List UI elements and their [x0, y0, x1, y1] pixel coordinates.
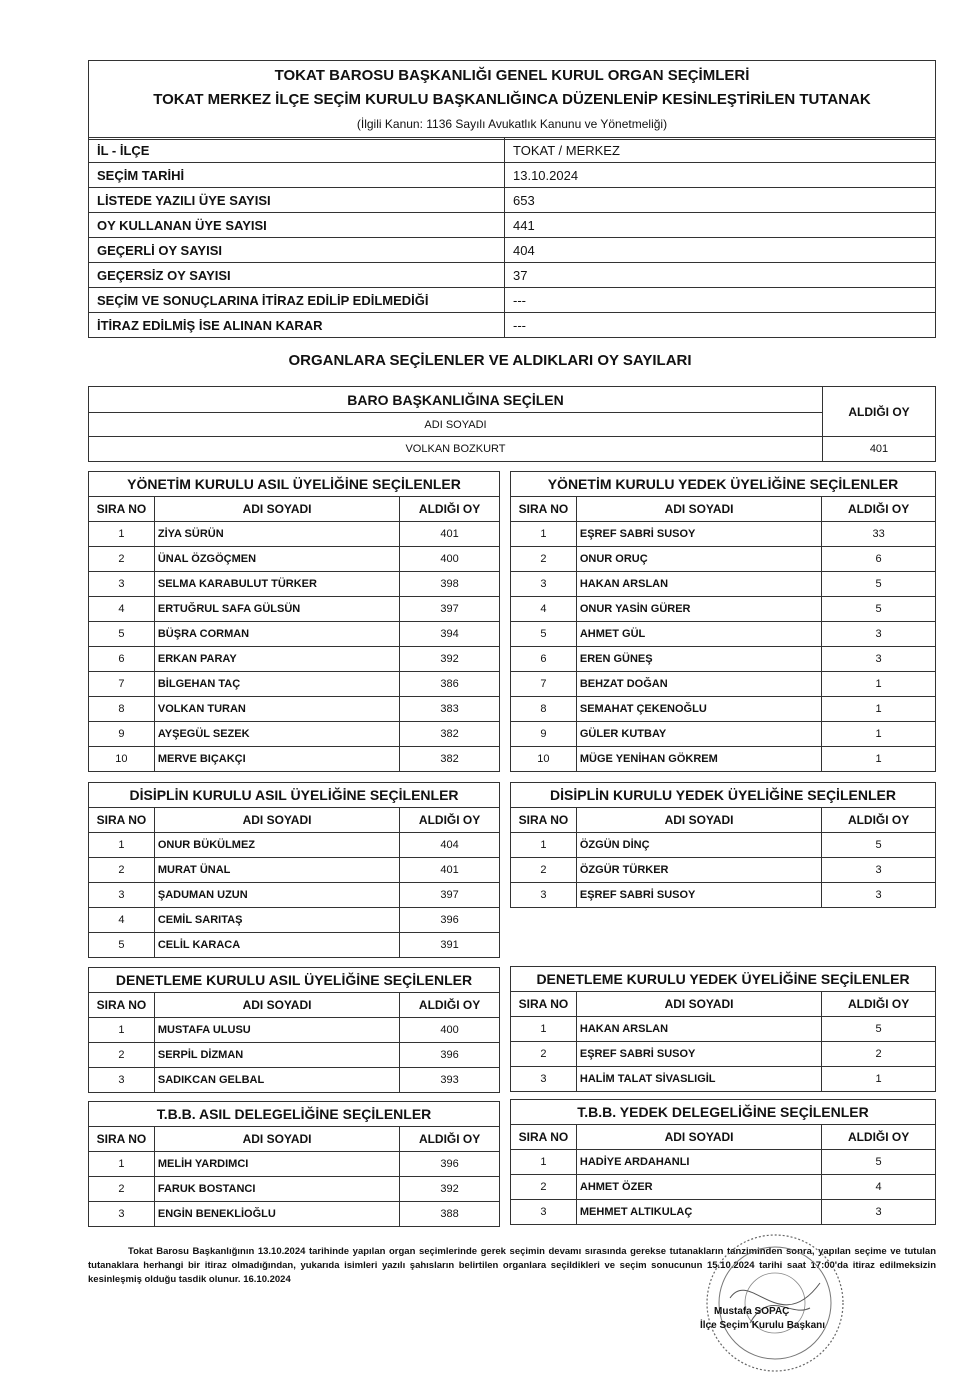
denetleme-asil-group [88, 967, 500, 1093]
info-value: --- [505, 313, 936, 338]
row-number: 8 [511, 697, 577, 722]
table-row [89, 1043, 500, 1068]
member-name: ÖZGÜN DİNÇ [576, 833, 821, 858]
header-subtitle: TOKAT MERKEZ İLÇE SEÇİM KURULU BAŞKANLIĞINCA DÜZENLENİP KESİNLEŞTİRİLEN TUTANAK [153, 91, 871, 108]
member-name: SERPİL DİZMAN [154, 1043, 399, 1068]
yonetim-yedek-group [510, 471, 936, 772]
vote-count: 5 [822, 572, 936, 597]
member-name: MÜGE YENİHAN GÖKREM [576, 747, 821, 772]
member-name: SELMA KARABULUT TÜRKER [154, 572, 399, 597]
document-header [88, 60, 936, 140]
member-name: BÜŞRA CORMAN [154, 622, 399, 647]
info-value: TOKAT / MERKEZ [505, 138, 936, 163]
row-number: 9 [89, 722, 155, 747]
row-number: 2 [511, 547, 577, 572]
row-number: 10 [89, 747, 155, 772]
column-header-no: SIRA NO [89, 808, 155, 833]
member-name: EREN GÜNEŞ [576, 647, 821, 672]
vote-count: 401 [400, 522, 500, 547]
table-row [511, 833, 936, 858]
member-name: ÖZGÜR TÜRKER [576, 858, 821, 883]
vote-count: 3 [822, 622, 936, 647]
column-header-no: SIRA NO [89, 993, 155, 1018]
info-row [89, 188, 936, 213]
disiplin-yedek-group [510, 782, 936, 908]
member-name: CEMİL SARITAŞ [154, 908, 399, 933]
column-header-name: ADI SOYADI [154, 1127, 399, 1152]
member-name: MEHMET ALTIKULAÇ [576, 1200, 821, 1225]
member-name: FARUK BOSTANCI [154, 1177, 399, 1202]
vote-count: 397 [400, 883, 500, 908]
vote-count: 5 [822, 833, 936, 858]
yonetim-asil-group [88, 471, 500, 772]
info-row [89, 163, 936, 188]
disiplin-asil-group [88, 782, 500, 958]
vote-count: 397 [400, 597, 500, 622]
column-header-votes: ALDIĞI OY [400, 497, 500, 522]
table-row [89, 833, 500, 858]
row-number: 1 [511, 833, 577, 858]
results-table [88, 967, 500, 1093]
table-row [511, 597, 936, 622]
table-row [511, 1200, 936, 1225]
results-table [88, 782, 500, 958]
vote-count: 33 [822, 522, 936, 547]
table-row [89, 1202, 500, 1227]
info-label: LİSTEDE YAZILI ÜYE SAYISI [89, 188, 505, 213]
member-name: MURAT ÜNAL [154, 858, 399, 883]
vote-count: 392 [400, 647, 500, 672]
vote-count: 386 [400, 672, 500, 697]
row-number: 1 [511, 522, 577, 547]
header-title: TOKAT BAROSU BAŞKANLIĞI GENEL KURUL ORGAN SEÇİMLERİ [274, 67, 750, 84]
table-row [89, 547, 500, 572]
row-number: 3 [89, 883, 155, 908]
vote-count: 5 [822, 1017, 936, 1042]
column-header-votes: ALDIĞI OY [822, 808, 936, 833]
member-name: EŞREF SABRİ SUSOY [576, 883, 821, 908]
vote-count: 5 [822, 597, 936, 622]
info-value: 441 [505, 213, 936, 238]
vote-count: 400 [400, 1018, 500, 1043]
row-number: 1 [89, 833, 155, 858]
column-header-no: SIRA NO [511, 1125, 577, 1150]
table-row [511, 697, 936, 722]
vote-count: 396 [400, 1043, 500, 1068]
column-header-name: ADI SOYADI [154, 808, 399, 833]
vote-count: 401 [400, 858, 500, 883]
member-name: CELİL KARACA [154, 933, 399, 958]
member-name: BİLGEHAN TAÇ [154, 672, 399, 697]
table-row [89, 883, 500, 908]
info-row [89, 288, 936, 313]
info-label: İTİRAZ EDİLMİŞ İSE ALINAN KARAR [89, 313, 505, 338]
row-number: 3 [511, 1200, 577, 1225]
table-row [511, 747, 936, 772]
row-number: 3 [89, 572, 155, 597]
table-row [89, 1152, 500, 1177]
column-header-name: ADI SOYADI [576, 497, 821, 522]
column-header-name: ADI SOYADI [154, 993, 399, 1018]
member-name: ONUR ORUÇ [576, 547, 821, 572]
vote-count: 393 [400, 1068, 500, 1093]
row-number: 1 [89, 1018, 155, 1043]
vote-count: 1 [822, 672, 936, 697]
table-row [89, 647, 500, 672]
table-row [89, 1177, 500, 1202]
table-row [511, 672, 936, 697]
row-number: 4 [511, 597, 577, 622]
member-name: ONUR BÜKÜLMEZ [154, 833, 399, 858]
signer-name: Mustafa SOPAÇ [714, 1306, 790, 1317]
member-name: SEMAHAT ÇEKENOĞLU [576, 697, 821, 722]
row-number: 3 [511, 572, 577, 597]
member-name: ENGİN BENEKLİOĞLU [154, 1202, 399, 1227]
column-header-votes: ALDIĞI OY [400, 993, 500, 1018]
member-name: MELİH YARDIMCI [154, 1152, 399, 1177]
table-row [89, 572, 500, 597]
table-row [89, 1068, 500, 1093]
vote-count: 3 [822, 883, 936, 908]
vote-count: 394 [400, 622, 500, 647]
row-number: 7 [89, 672, 155, 697]
member-name: HADİYE ARDAHANLI [576, 1150, 821, 1175]
row-number: 2 [89, 547, 155, 572]
results-table [510, 471, 936, 772]
vote-count: 392 [400, 1177, 500, 1202]
vote-count: 3 [822, 647, 936, 672]
vote-count: 6 [822, 547, 936, 572]
table-row [89, 908, 500, 933]
table-row [511, 1175, 936, 1200]
member-name: ERKAN PARAY [154, 647, 399, 672]
row-number: 3 [89, 1068, 155, 1093]
group-title: YÖNETİM KURULU YEDEK ÜYELİĞİNE SEÇİLENLER [511, 472, 936, 497]
row-number: 1 [89, 522, 155, 547]
table-row [511, 1042, 936, 1067]
table-row [511, 858, 936, 883]
row-number: 4 [89, 597, 155, 622]
tbb-yedek-group [510, 1099, 936, 1225]
vote-count: 396 [400, 908, 500, 933]
member-name: ONUR YASİN GÜRER [576, 597, 821, 622]
table-row [511, 1067, 936, 1092]
row-number: 4 [89, 908, 155, 933]
vote-count: 1 [822, 722, 936, 747]
row-number: 6 [89, 647, 155, 672]
group-title: DENETLEME KURULU YEDEK ÜYELİĞİNE SEÇİLENLER [511, 967, 936, 992]
vote-count: 383 [400, 697, 500, 722]
president-votes-header: ALDIĞI OY [823, 387, 936, 437]
column-header-no: SIRA NO [511, 808, 577, 833]
vote-count: 388 [400, 1202, 500, 1227]
info-row [89, 238, 936, 263]
results-table [510, 966, 936, 1092]
member-name: BEHZAT DOĞAN [576, 672, 821, 697]
group-title: T.B.B. YEDEK DELEGELİĞİNE SEÇİLENLER [511, 1100, 936, 1125]
member-name: SADIKCAN GELBAL [154, 1068, 399, 1093]
table-row [511, 572, 936, 597]
row-number: 2 [511, 858, 577, 883]
row-number: 2 [511, 1175, 577, 1200]
vote-count: 5 [822, 1150, 936, 1175]
vote-count: 1 [822, 747, 936, 772]
table-row [511, 1017, 936, 1042]
section-title: ORGANLARA SEÇİLENLER VE ALDIKLARI OY SAYILARI [288, 352, 692, 369]
results-table [88, 1101, 500, 1227]
info-value: 37 [505, 263, 936, 288]
column-header-name: ADI SOYADI [576, 992, 821, 1017]
president-table [88, 386, 936, 462]
row-number: 3 [511, 1067, 577, 1092]
group-title: DİSİPLİN KURULU ASIL ÜYELİĞİNE SEÇİLENLER [89, 783, 500, 808]
group-title: DENETLEME KURULU ASIL ÜYELİĞİNE SEÇİLENLER [89, 968, 500, 993]
vote-count: 400 [400, 547, 500, 572]
group-title: YÖNETİM KURULU ASIL ÜYELİĞİNE SEÇİLENLER [89, 472, 500, 497]
table-row [511, 547, 936, 572]
signer-title: İlçe Seçim Kurulu Başkanı [700, 1320, 826, 1331]
column-header-no: SIRA NO [89, 497, 155, 522]
row-number: 1 [511, 1017, 577, 1042]
footer-statement: Tokat Barosu Başkanlığının 13.10.2024 tarihinde yapılan organ seçimlerinde gerek seçimin devamı sırasında gerekse tutanakların tanziminden sonra, yapılan seçime ve tutulan tutanaklara herhangi bir itiraz olmadığından, yukarıda isimleri yazılı şahısların belirtilen organlara seçildikleri ve seçim sonucunun 15.10.2024 tarihi saat 17:00'da itiraz edilmeksizin kesinleşmiş olduğu tasdik olunur. 16.10.2024 [88, 1246, 936, 1285]
vote-count: 4 [822, 1175, 936, 1200]
info-label: GEÇERLİ OY SAYISI [89, 238, 505, 263]
table-row [511, 883, 936, 908]
column-header-name: ADI SOYADI [576, 808, 821, 833]
row-number: 1 [89, 1152, 155, 1177]
table-row [89, 697, 500, 722]
column-header-no: SIRA NO [89, 1127, 155, 1152]
info-value: 13.10.2024 [505, 163, 936, 188]
column-header-votes: ALDIĞI OY [400, 808, 500, 833]
table-row [89, 597, 500, 622]
president-title: BARO BAŞKANLIĞINA SEÇİLEN [89, 387, 823, 413]
member-name: VOLKAN TURAN [154, 697, 399, 722]
member-name: AHMET GÜL [576, 622, 821, 647]
member-name: AHMET ÖZER [576, 1175, 821, 1200]
results-table [510, 1099, 936, 1225]
column-header-votes: ALDIĞI OY [400, 1127, 500, 1152]
vote-count: 404 [400, 833, 500, 858]
official-seal [690, 1228, 860, 1378]
member-name: ŞADUMAN UZUN [154, 883, 399, 908]
column-header-name: ADI SOYADI [154, 497, 399, 522]
row-number: 1 [511, 1150, 577, 1175]
president-name: VOLKAN BOZKURT [89, 437, 823, 462]
row-number: 2 [511, 1042, 577, 1067]
info-row [89, 213, 936, 238]
row-number: 3 [89, 1202, 155, 1227]
member-name: MUSTAFA ULUSU [154, 1018, 399, 1043]
vote-count: 1 [822, 1067, 936, 1092]
row-number: 6 [511, 647, 577, 672]
row-number: 2 [89, 1043, 155, 1068]
info-label: GEÇERSİZ OY SAYISI [89, 263, 505, 288]
president-votes: 401 [823, 437, 936, 462]
vote-count: 3 [822, 858, 936, 883]
info-value: --- [505, 288, 936, 313]
info-value: 404 [505, 238, 936, 263]
row-number: 5 [89, 622, 155, 647]
member-name: AYŞEGÜL SEZEK [154, 722, 399, 747]
table-row [89, 522, 500, 547]
table-row [511, 647, 936, 672]
info-label: İL - İLÇE [89, 138, 505, 163]
group-title: T.B.B. ASIL DELEGELİĞİNE SEÇİLENLER [89, 1102, 500, 1127]
table-row [89, 747, 500, 772]
signature-block [700, 1305, 825, 1333]
denetleme-yedek-group [510, 966, 936, 1092]
info-row [89, 138, 936, 163]
row-number: 8 [89, 697, 155, 722]
row-number: 2 [89, 858, 155, 883]
results-table [88, 471, 500, 772]
table-row [511, 1150, 936, 1175]
info-row [89, 263, 936, 288]
column-header-votes: ALDIĞI OY [822, 1125, 936, 1150]
column-header-no: SIRA NO [511, 497, 577, 522]
header-law-reference: (İlgili Kanun: 1136 Sayılı Avukatlık Kanunu ve Yönetmeliği) [356, 117, 668, 131]
member-name: EŞREF SABRİ SUSOY [576, 522, 821, 547]
column-header-name: ADI SOYADI [576, 1125, 821, 1150]
vote-count: 382 [400, 747, 500, 772]
member-name: HAKAN ARSLAN [576, 572, 821, 597]
member-name: HAKAN ARSLAN [576, 1017, 821, 1042]
vote-count: 391 [400, 933, 500, 958]
row-number: 5 [511, 622, 577, 647]
results-table [510, 782, 936, 908]
row-number: 10 [511, 747, 577, 772]
table-row [511, 522, 936, 547]
member-name: ERTUĞRUL SAFA GÜLSÜN [154, 597, 399, 622]
table-row [89, 672, 500, 697]
column-header-votes: ALDIĞI OY [822, 497, 936, 522]
member-name: HALİM TALAT SİVASLIGİL [576, 1067, 821, 1092]
info-label: SEÇİM VE SONUÇLARINA İTİRAZ EDİLİP EDİLMEDİĞİ [89, 288, 505, 313]
info-value: 653 [505, 188, 936, 213]
row-number: 7 [511, 672, 577, 697]
row-number: 9 [511, 722, 577, 747]
election-info-table [88, 137, 936, 338]
member-name: ZİYA SÜRÜN [154, 522, 399, 547]
row-number: 2 [89, 1177, 155, 1202]
member-name: MERVE BIÇAKÇI [154, 747, 399, 772]
vote-count: 2 [822, 1042, 936, 1067]
vote-count: 1 [822, 697, 936, 722]
vote-count: 396 [400, 1152, 500, 1177]
vote-count: 398 [400, 572, 500, 597]
table-row [89, 858, 500, 883]
column-header-no: SIRA NO [511, 992, 577, 1017]
column-header-votes: ALDIĞI OY [822, 992, 936, 1017]
row-number: 5 [89, 933, 155, 958]
table-row [89, 622, 500, 647]
info-row [89, 313, 936, 338]
tbb-asil-group [88, 1101, 500, 1227]
member-name: ÜNAL ÖZGÖÇMEN [154, 547, 399, 572]
vote-count: 382 [400, 722, 500, 747]
table-row [89, 933, 500, 958]
table-row [89, 722, 500, 747]
row-number: 3 [511, 883, 577, 908]
table-row [89, 1018, 500, 1043]
president-name-header: ADI SOYADI [89, 413, 823, 437]
member-name: GÜLER KUTBAY [576, 722, 821, 747]
info-label: SEÇİM TARİHİ [89, 163, 505, 188]
table-row [511, 622, 936, 647]
group-title: DİSİPLİN KURULU YEDEK ÜYELİĞİNE SEÇİLENLER [511, 783, 936, 808]
info-label: OY KULLANAN ÜYE SAYISI [89, 213, 505, 238]
vote-count: 3 [822, 1200, 936, 1225]
table-row [511, 722, 936, 747]
member-name: EŞREF SABRİ SUSOY [576, 1042, 821, 1067]
